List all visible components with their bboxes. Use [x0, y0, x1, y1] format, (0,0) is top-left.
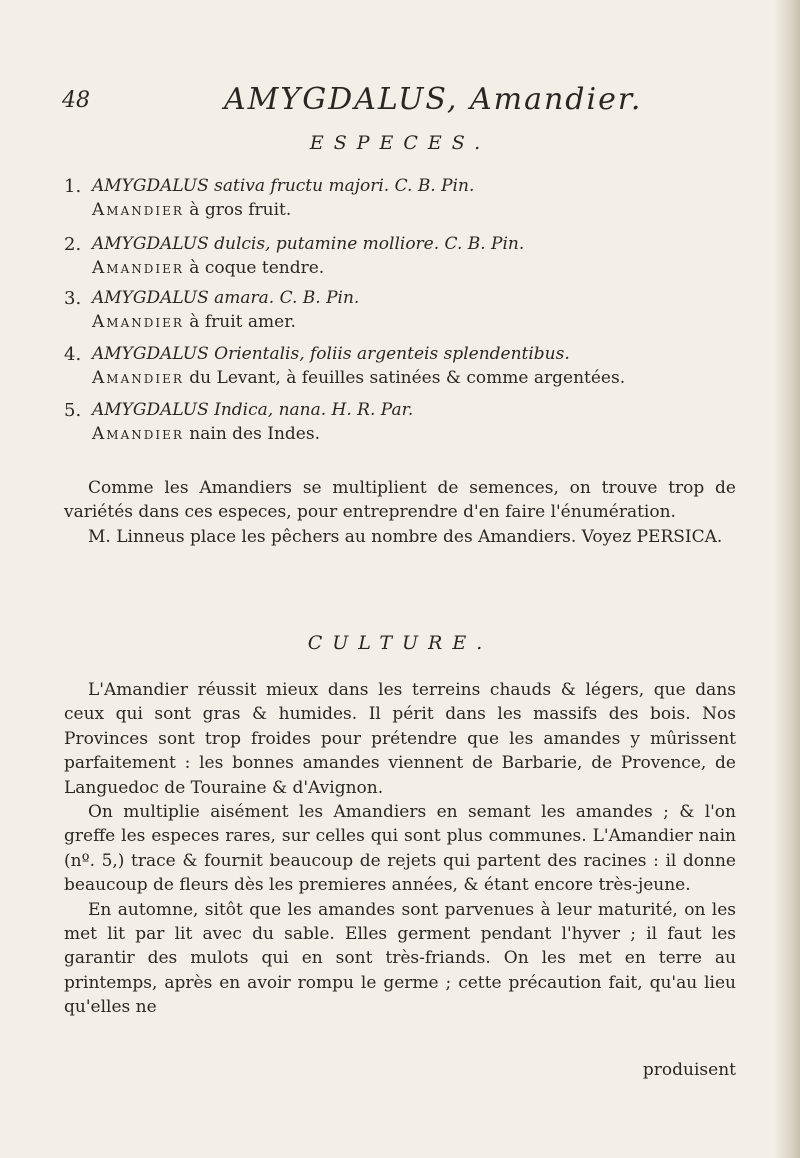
culture-text [64, 678, 736, 1020]
culture-paragraph-2: On multiplie aisément les Amandiers en semant les amandes ; & l'on greffe les especes rares, sur celles qui sont plus communes. L'Amandier nain (nº. 5,) trace & fournit beaucoup de rejets qui partent des racines : il donne beaucoup de fleurs dès les premieres années, & étant encore très-jeune. [64, 802, 736, 896]
culture-paragraph-3: En automne, sitôt que les amandes sont parvenues à leur maturité, on les met lit par lit avec du sable. Elles germent pendant l'hyver ; il faut les garantir des mulots qui en sont très-friands. On les met en terre au printemps, après en avoir rompu le germe ; cette précaution fait, qu'au lieu qu'elles ne [64, 899, 736, 1018]
species-french-name [92, 312, 296, 332]
species-latin-name: AMYGDALUS Orientalis, foliis argenteis splendentibus. [92, 344, 570, 364]
species-french-genus: Amandier [92, 312, 184, 332]
species-french-genus: Amandier [92, 368, 184, 388]
species-latin-name: AMYGDALUS dulcis, putamine molliore. C. B. Pin. [92, 234, 525, 254]
varieties-paragraph: Comme les Amandiers se multiplient de semences, on trouve trop de variétés dans ces especes, pour entreprendre d'en faire l'énumération. [64, 478, 736, 523]
species-latin-name: AMYGDALUS Indica, nana. H. R. Par. [92, 400, 414, 420]
species-french-genus: Amandier [92, 258, 184, 278]
species-number: 3. [64, 288, 82, 309]
species-french-epithet: à gros fruit. [189, 200, 292, 220]
species-french-name [92, 200, 291, 220]
species-latin-name: AMYGDALUS amara. C. B. Pin. [92, 288, 360, 308]
species-french-name [92, 424, 320, 444]
species-number: 2. [64, 234, 82, 255]
linnaeus-paragraph: M. Linneus place les pêchers au nombre des Amandiers. Voyez PERSICA. [88, 526, 723, 547]
species-french-epithet: à fruit amer. [189, 312, 296, 332]
species-latin-name: AMYGDALUS sativa fructu majori. C. B. Pin. [92, 176, 475, 196]
culture-paragraph-1: L'Amandier réussit mieux dans les terreins chauds & légers, que dans ceux qui sont gras & humides. Il périt dans les massifs des bois. Nos Provinces sont trop froides pour prétendre que les amandes y mûrissent parfaitement : les bonnes amandes viennent de Barbarie, de Provence, de Languedoc de Touraine & d'Avignon. [64, 680, 736, 798]
page-gutter-shadow [774, 0, 800, 1158]
species-french-epithet: nain des Indes. [189, 424, 320, 444]
species-french-epithet: du Levant, à feuilles satinées & comme argentées. [189, 368, 626, 388]
catchword: produisent [642, 1060, 736, 1080]
species-french-name [92, 368, 625, 388]
running-title: AMYGDALUS, Amandier. [224, 82, 643, 117]
culture-heading: CULTURE. [307, 632, 493, 654]
page-number: 48 [62, 88, 90, 113]
species-number: 1. [64, 176, 82, 197]
page-header [62, 82, 752, 122]
species-french-epithet: à coque tendre. [189, 258, 325, 278]
species-number: 5. [64, 400, 82, 421]
species-number: 4. [64, 344, 82, 365]
species-french-genus: Amandier [92, 200, 184, 220]
especes-text [64, 476, 736, 549]
species-french-genus: Amandier [92, 424, 184, 444]
species-french-name [92, 258, 324, 278]
especes-heading: ESPECES. [309, 132, 491, 154]
